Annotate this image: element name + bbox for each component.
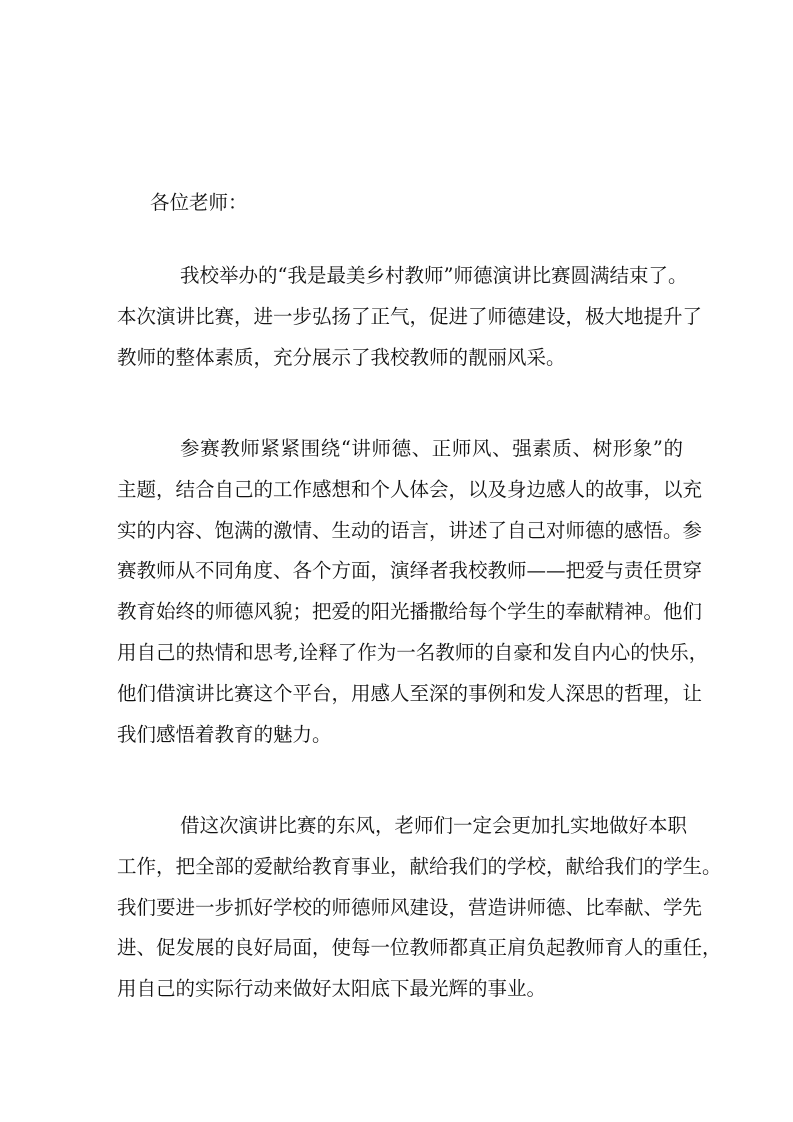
- paragraph-line: 借这次演讲比赛的东风，老师们一定会更加扎实地做好本职: [180, 814, 688, 837]
- paragraph-line: 教师的整体素质，充分展示了我校教师的靓丽风采。: [117, 345, 566, 369]
- paragraph-line: 他们借演讲比赛这个平台，用感人至深的事例和发人深思的哲理，让: [117, 681, 703, 705]
- paragraph-line: 用自己的实际行动来做好太阳底下最光辉的事业。: [117, 977, 547, 1001]
- paragraph-line: 我们要进一步抓好学校的师德师风建设，营造讲师德、比奉献、学先: [117, 895, 703, 919]
- paragraph-line: 主题，结合自己的工作感想和个人体会，以及身边感人的故事，以充: [117, 477, 703, 501]
- salutation: 各位老师：: [150, 191, 248, 214]
- paragraph-line: 用自己的热情和思考,诠释了作为一名教师的自豪和发自内心的快乐，: [117, 641, 709, 664]
- paragraph-line: 赛教师从不同角度、各个方面，演绎者我校教师——把爱与责任贯穿: [117, 559, 703, 583]
- paragraph-line: 参赛教师紧紧围绕“讲师德、正师风、强素质、树形象”的: [180, 437, 683, 460]
- paragraph-line: 我们感悟着教育的魅力。: [117, 722, 332, 746]
- paragraph-line: 我校举办的“我是最美乡村教师”师德演讲比赛圆满结束了。: [180, 264, 688, 287]
- paragraph-line: 本次演讲比赛，进一步弘扬了正气，促进了师德建设，极大地提升了: [117, 304, 703, 328]
- paragraph-line: 工作，把全部的爱献给教育事业，献给我们的学校，献给我们的学生。: [117, 854, 722, 878]
- paragraph-line: 进、促发展的良好局面，使每一位教师都真正肩负起教师育人的重任，: [117, 936, 722, 960]
- paragraph-line: 教育始终的师德风貌；把爱的阳光播撒给每个学生的奉献精神。他们: [117, 600, 703, 624]
- paragraph-line: 实的内容、饱满的激情、生动的语言，讲述了自己对师德的感悟。参: [117, 518, 703, 542]
